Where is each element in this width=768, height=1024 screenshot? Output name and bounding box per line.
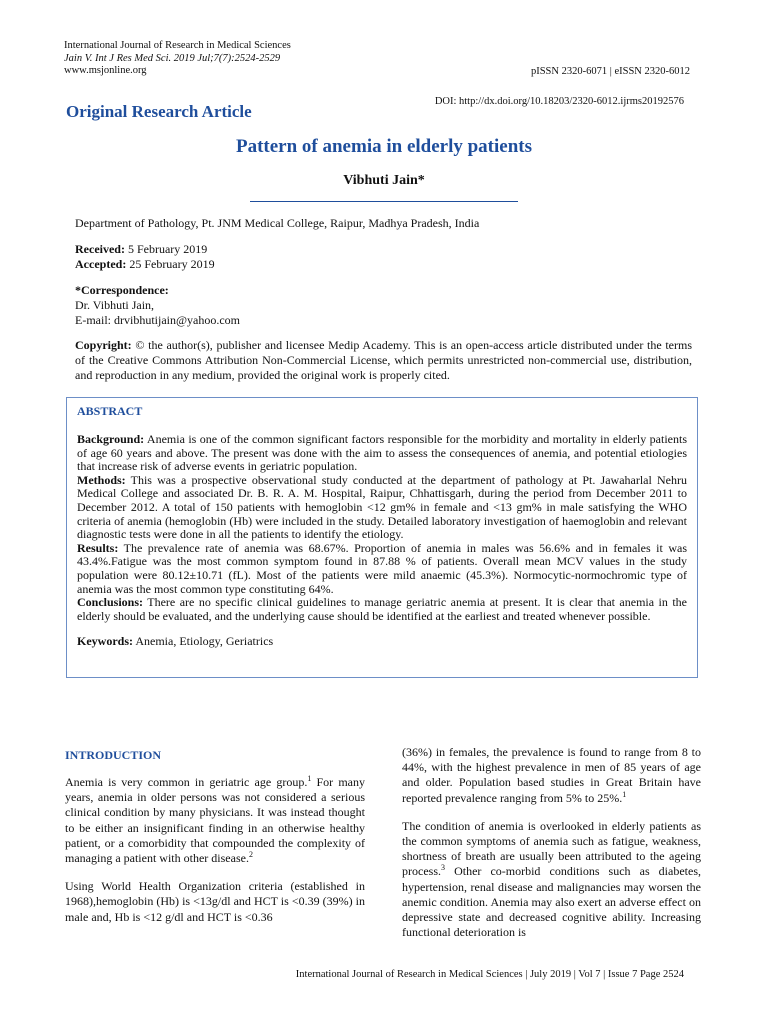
abstract-box	[66, 397, 698, 678]
correspondence-label: *Correspondence:	[75, 283, 169, 297]
dates	[75, 242, 215, 272]
title-divider	[250, 201, 518, 202]
reference-marker[interactable]: 1	[622, 789, 627, 799]
correspondence-name: Dr. Vibhuti Jain,	[75, 298, 155, 312]
issn: pISSN 2320-6071 | eISSN 2320-6012	[530, 66, 690, 77]
correspondence	[75, 283, 240, 328]
reference-marker[interactable]: 1	[307, 774, 312, 783]
intro-paragraph-3: (36%) in females, the prevalence is found to range from 8 to 44%, with the highest prevalence in men of 85 years of age and older. Population based studies in Great Britain have reported prevalence ranging from 5% to 25%.$^1$	[402, 745, 701, 805]
intro-paragraph-2: Using World Health Organization criteria (established in 1968),hemoglobin (Hb) is <13g/dl and HCT is <0.39 (39%) in male and, Hb is <12 g/dl and HCT is <0.36	[65, 879, 365, 924]
abstract-background: Background: Anemia is one of the common significant factors responsible for the morbidity and mortality in elderly patients of age 60 years and above. The present was done with the aim to assess the consequences of anemia, and potential etiologies that increase risk of adverse events in geriatric population.	[77, 432, 687, 474]
abstract-keywords: Keywords: Anemia, Etiology, Geriatrics	[77, 634, 274, 649]
abstract-methods: Methods: This was a prospective observational study conducted at the department of pathology at Pt. Jawaharlal Nehru Medical College and associated Dr. B. R. A. M. Hospital, Raipur, Chhattisgarh, during the period from December 2011 to December 2012. A total of 150 patients with hemoglobin <12 gm% in female and <13 gm% in male satisfying the WHO criteria of anemia (hemoglobin (Hb) were included in the study. Detailed laboratory investigation of haemoglobin and relevant diagnostic tests were done in all the patients to identify the etiology.	[77, 472, 687, 542]
copyright-notice: Copyright: © the author(s), publisher and licensee Medip Academy. This is an open-access article distributed under the terms of the Creative Commons Attribution Non-Commercial License, which permits unrestricted non-commercial use, distribution, and reproduction in any medium, provided the original work is properly cited.	[75, 338, 692, 382]
article-type: Original Research Article	[66, 102, 252, 121]
introduction-heading: INTRODUCTION	[65, 748, 162, 762]
journal-name: International Journal of Research in Medical Sciences	[64, 40, 291, 51]
abstract-results: Results: The prevalence rate of anemia was 68.67%. Proportion of anemia in males was 56.6% and in females it was 43.4%.Fatigue was the most common symptom found in 87.88 % of patients. Overall mean MCV values in the study population were 80.12±10.71 (fL). Most of the patients were mild anaemic (45.3%). Normocytic-normochromic type of anemia was the most common type constituting 64%.	[77, 540, 687, 596]
author-name: Vibhuti Jain*	[343, 173, 425, 188]
journal-header	[64, 40, 291, 78]
intro-paragraph-1: Anemia is very common in geriatric age group.$^1$ For many years, anemia in older persons was not considered a serious clinical condition by many physicians. It was instead thought to be either an insignificant finding in an otherwise healthy patient, or a comorbidity that compounded the complexity of managing a patient with other disease.$^2$	[65, 774, 365, 866]
citation: Jain V. Int J Res Med Sci. 2019 Jul;7(7):2524-2529	[64, 52, 281, 64]
accepted-date: Accepted: 25 February 2019	[75, 257, 215, 271]
abstract-conclusions: Conclusions: There are no specific clinical guidelines to manage geriatric anemia at present. It is clear that anemia in the elderly should be evaluated, and the underlying cause should be identified at the earliest and treated whenever possible.	[77, 595, 687, 623]
right-column	[402, 745, 701, 953]
doi-link[interactable]: DOI: http://dx.doi.org/10.18203/2320-6012.ijrms20192576	[434, 96, 684, 107]
page-footer: International Journal of Research in Medical Sciences | July 2019 | Vol 7 | Issue 7 Page 2524	[295, 969, 684, 980]
received-date: Received: 5 February 2019	[75, 242, 208, 256]
left-column	[65, 775, 365, 938]
correspondence-email[interactable]: E-mail: drvibhutijain@yahoo.com	[75, 313, 241, 327]
reference-marker[interactable]: 2	[248, 850, 253, 860]
abstract-heading: ABSTRACT	[77, 404, 143, 418]
article-title: Pattern of anemia in elderly patients	[235, 136, 533, 157]
affiliation: Department of Pathology, Pt. JNM Medical College, Raipur, Madhya Pradesh, India	[75, 216, 480, 230]
reference-marker[interactable]: 3	[441, 863, 445, 873]
website-link[interactable]: www.msjonline.org	[64, 65, 147, 76]
intro-paragraph-4: The condition of anemia is overlooked in elderly patients as the common symptoms of anemia such as fatigue, weakness, shortness of breath are usually been attributed to the ageing process.$^3$ Other co-morbid conditions such as diabetes, hypertension, renal disease and malignancies may worsen the anemic condition. Anemia may also exert an adverse effect on depressive state and decreased cognitive ability. Increasing functional deterioration is	[402, 818, 701, 940]
